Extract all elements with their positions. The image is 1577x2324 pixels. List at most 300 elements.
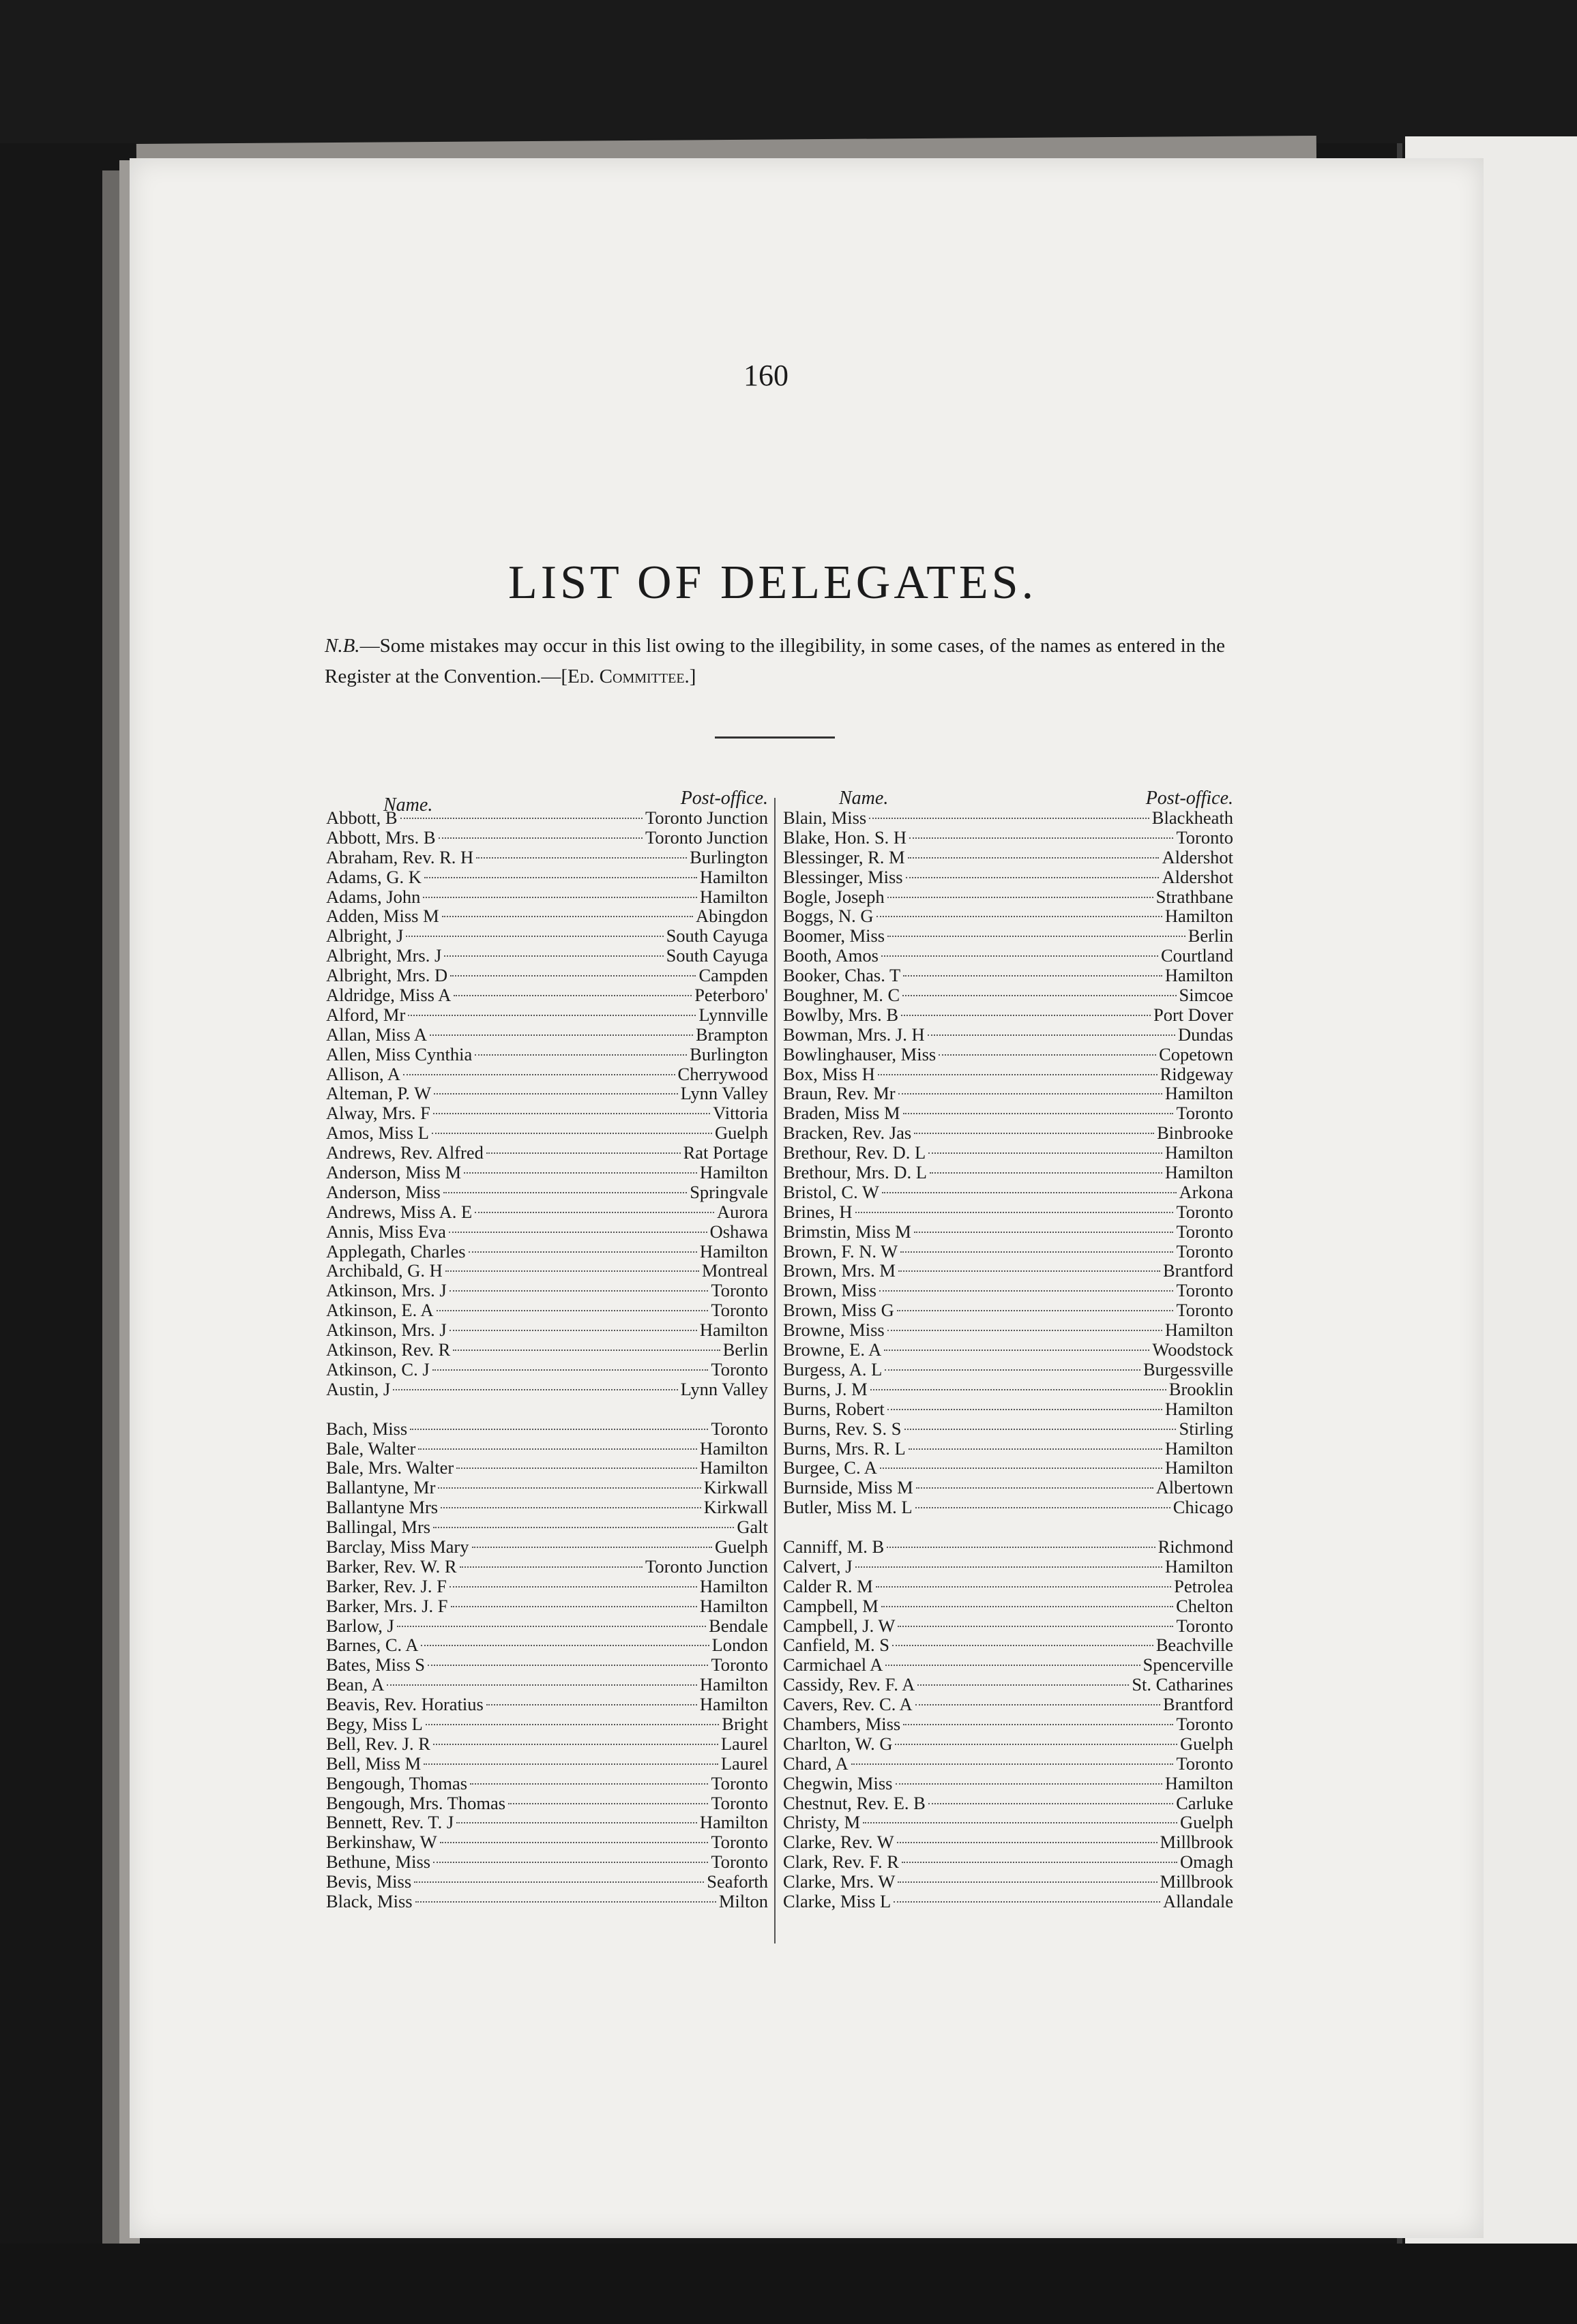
delegate-row	[783, 946, 1233, 966]
delegate-post-office: Laurel	[720, 1733, 768, 1754]
delegate-name: Bale, Mrs. Walter	[326, 1457, 454, 1478]
dot-leader	[449, 1586, 697, 1588]
delegate-row	[783, 867, 1233, 887]
section-gap	[783, 1517, 1233, 1537]
delegate-post-office: Hamilton	[699, 1240, 768, 1262]
dot-leader	[897, 1842, 1158, 1843]
delegate-name: Ballantyne, Mr	[326, 1477, 436, 1498]
dot-leader	[433, 1527, 734, 1528]
delegate-name: Blessinger, Miss	[783, 866, 903, 887]
delegate-post-office: Bendale	[709, 1615, 768, 1636]
delegate-post-office: Montreal	[701, 1260, 768, 1281]
delegate-row	[326, 1202, 768, 1222]
dot-leader	[876, 1586, 1171, 1588]
dot-leader	[887, 1547, 1155, 1548]
delegate-row	[783, 1458, 1233, 1478]
delegate-row	[783, 966, 1233, 985]
column-header	[326, 788, 768, 816]
delegate-post-office: Vittoria	[713, 1103, 768, 1124]
delegate-post-office: Toronto	[1176, 1240, 1233, 1262]
delegate-post-office: Springvale	[690, 1181, 768, 1202]
delegate-row	[326, 1754, 768, 1774]
delegate-row	[783, 985, 1233, 1005]
delegate-list-left	[326, 808, 768, 1911]
delegate-post-office: Hamilton	[699, 1437, 768, 1459]
dot-leader	[915, 1704, 1160, 1705]
dot-leader	[432, 1369, 709, 1371]
delegate-post-office: Hamilton	[699, 1575, 768, 1596]
delegate-post-office: Toronto	[1176, 1221, 1233, 1242]
dot-leader	[892, 1645, 1153, 1646]
dot-leader	[928, 1152, 1162, 1154]
delegate-name: Campbell, M	[783, 1595, 879, 1616]
delegate-row	[783, 1242, 1233, 1262]
dot-leader	[884, 1350, 1149, 1351]
delegate-row	[326, 1774, 768, 1793]
delegate-post-office: Lynn Valley	[680, 1378, 768, 1399]
delegate-row	[783, 1261, 1233, 1281]
delegate-name: Calvert, J	[783, 1555, 853, 1577]
delegate-row	[783, 1439, 1233, 1459]
delegate-name: Bengough, Thomas	[326, 1772, 468, 1793]
delegate-name: Booker, Chas. T	[783, 965, 901, 986]
delegate-row	[783, 1655, 1233, 1675]
dot-leader	[909, 837, 1173, 839]
dot-leader	[900, 1251, 1173, 1253]
delegate-name: Beavis, Rev. Horatius	[326, 1694, 484, 1715]
dot-leader	[415, 1901, 716, 1903]
delegate-post-office: Richmond	[1158, 1536, 1233, 1557]
dot-leader	[449, 1330, 697, 1331]
delegate-post-office: Hamilton	[699, 886, 768, 907]
delegate-row	[326, 848, 768, 867]
delegate-name: Burns, J. M	[783, 1378, 868, 1399]
dot-leader	[898, 1093, 1162, 1094]
dot-leader	[439, 837, 643, 839]
delegates-column-left	[326, 788, 768, 1911]
delegate-post-office: Guelph	[1179, 1733, 1233, 1754]
delegate-name: Bennett, Rev. T. J	[326, 1812, 454, 1833]
delegate-row	[326, 1616, 768, 1636]
delegate-name: Berkinshaw, W	[326, 1832, 437, 1853]
delegate-name: Bethune, Miss	[326, 1851, 431, 1873]
delegate-name: Barker, Mrs. J. F	[326, 1595, 448, 1616]
delegate-name: Carmichael A	[783, 1654, 883, 1675]
delegate-post-office: Lynn Valley	[680, 1083, 768, 1104]
delegate-row	[326, 1320, 768, 1340]
dot-leader	[442, 916, 693, 917]
delegate-row	[326, 1300, 768, 1320]
delegate-row	[326, 867, 768, 887]
header-post-office: Post-office.	[1145, 788, 1233, 809]
delegate-post-office: Toronto	[711, 1654, 768, 1675]
delegate-post-office: Petrolea	[1174, 1575, 1233, 1596]
dot-leader	[472, 1547, 712, 1548]
delegate-post-office: Aurora	[716, 1201, 768, 1222]
delegate-row	[783, 1793, 1233, 1813]
dot-leader	[450, 975, 696, 977]
delegate-name: Burns, Rev. S. S	[783, 1418, 902, 1439]
delegate-row	[326, 1872, 768, 1892]
delegate-row	[326, 1517, 768, 1537]
delegate-name: Bowman, Mrs. J. H	[783, 1024, 925, 1045]
dot-leader	[430, 1034, 693, 1036]
delegate-name: Applegath, Charles	[326, 1240, 466, 1262]
section-gap	[326, 1399, 768, 1419]
delegate-row	[326, 1695, 768, 1714]
delegate-row	[783, 1340, 1233, 1360]
page-number: 160	[743, 359, 788, 392]
delegate-row	[326, 1714, 768, 1734]
dot-leader	[880, 1468, 1162, 1469]
delegate-post-office: Hamilton	[699, 1457, 768, 1478]
dot-leader	[434, 1093, 678, 1094]
delegate-name: Atkinson, Rev. R	[326, 1339, 451, 1360]
delegate-name: Brines, H	[783, 1201, 853, 1222]
delegate-name: Braun, Rev. Mr	[783, 1083, 896, 1104]
delegate-post-office: Oshawa	[709, 1221, 768, 1242]
delegate-post-office: Hamilton	[699, 1162, 768, 1183]
delegate-row	[783, 1577, 1233, 1596]
dot-leader	[930, 1172, 1162, 1174]
delegate-name: Aldridge, Miss A	[326, 985, 452, 1006]
delegate-row	[783, 1813, 1233, 1832]
dot-leader	[879, 1290, 1174, 1292]
delegate-row	[783, 1025, 1233, 1045]
delegate-post-office: Port Dover	[1153, 1004, 1233, 1025]
section-divider	[715, 736, 835, 739]
delegate-post-office: Aldershot	[1162, 846, 1233, 867]
delegate-post-office: Toronto	[1176, 1713, 1233, 1734]
dot-leader	[904, 1429, 1177, 1430]
delegate-post-office: Brantford	[1162, 1694, 1233, 1715]
delegate-post-office: Hamilton	[1164, 1398, 1233, 1419]
delegate-post-office: Burlington	[690, 846, 768, 867]
delegate-name: Browne, E. A	[783, 1339, 882, 1360]
delegate-row	[783, 1143, 1233, 1163]
delegate-post-office: Burgessville	[1143, 1358, 1233, 1380]
delegate-row	[783, 1498, 1233, 1517]
delegate-post-office: Burlington	[690, 1043, 768, 1064]
dot-leader	[914, 1133, 1154, 1134]
delegate-name: Butler, Miss M. L	[783, 1497, 913, 1518]
delegate-row	[326, 1813, 768, 1832]
delegate-row	[326, 1596, 768, 1616]
dot-leader	[426, 1724, 719, 1725]
delegate-post-office: Berlin	[722, 1339, 768, 1360]
dot-leader	[508, 1803, 708, 1804]
delegate-post-office: Hamilton	[699, 866, 768, 887]
dot-leader	[863, 1822, 1177, 1823]
delegate-post-office: Blackheath	[1151, 807, 1233, 828]
delegate-name: Bates, Miss S	[326, 1654, 426, 1675]
delegate-name: Boughner, M. C	[783, 985, 900, 1006]
delegate-row	[326, 828, 768, 848]
delegate-name: Abraham, Rev. R. H	[326, 846, 474, 867]
delegate-post-office: Hamilton	[699, 1812, 768, 1833]
delegate-name: Austin, J	[326, 1378, 391, 1399]
delegate-name: Alway, Mrs. F	[326, 1103, 430, 1124]
delegate-name: Ballingal, Mrs	[326, 1517, 431, 1538]
delegate-post-office: Toronto	[1176, 1753, 1233, 1774]
delegate-row	[326, 1852, 768, 1872]
delegate-post-office: Toronto	[1176, 826, 1233, 848]
dot-leader	[878, 1074, 1158, 1075]
delegate-name: Albright, J	[326, 925, 404, 947]
delegate-name: Abbott, Mrs. B	[326, 826, 436, 848]
dot-leader	[903, 1724, 1173, 1725]
dot-leader	[882, 1192, 1177, 1193]
delegate-name: Andrews, Rev. Alfred	[326, 1142, 484, 1163]
delegate-post-office: Brantford	[1162, 1260, 1233, 1281]
delegate-post-office: Seaforth	[707, 1871, 768, 1892]
delegate-post-office: Stirling	[1179, 1418, 1233, 1439]
delegate-name: Abbott, B	[326, 807, 398, 828]
delegate-post-office: Kirkwall	[703, 1477, 768, 1498]
delegate-post-office: Toronto	[1176, 1201, 1233, 1222]
column-rule	[774, 798, 776, 1943]
delegate-row	[783, 1734, 1233, 1754]
delegate-name: Bevis, Miss	[326, 1871, 412, 1892]
dot-leader	[441, 1507, 701, 1508]
delegate-row	[783, 1832, 1233, 1852]
delegate-post-office: Hamilton	[1164, 1772, 1233, 1793]
delegate-row	[783, 1222, 1233, 1242]
delegate-name: Blake, Hon. S. H	[783, 826, 907, 848]
dot-leader	[464, 1172, 697, 1174]
delegate-row	[783, 1182, 1233, 1202]
delegate-name: Cassidy, Rev. F. A	[783, 1674, 915, 1695]
delegate-name: Atkinson, E. A	[326, 1300, 434, 1321]
delegate-name: Barker, Rev. W. R	[326, 1555, 457, 1577]
delegate-name: Burgess, A. L	[783, 1358, 883, 1380]
delegate-post-office: Hamilton	[1164, 965, 1233, 986]
delegate-post-office: Omagh	[1179, 1851, 1233, 1873]
delegate-name: Bracken, Rev. Jas	[783, 1122, 912, 1144]
note-nb: N.B.	[325, 635, 360, 657]
delegate-name: Atkinson, C. J	[326, 1358, 430, 1380]
delegate-post-office: Carluke	[1176, 1792, 1233, 1813]
dot-leader	[460, 1566, 643, 1568]
dot-leader	[851, 1763, 1174, 1765]
delegate-name: Chegwin, Miss	[783, 1772, 893, 1793]
delegate-name: Clarke, Mrs. W	[783, 1871, 896, 1892]
delegate-post-office: Campden	[698, 965, 768, 986]
delegate-post-office: Kirkwall	[703, 1497, 768, 1518]
dot-leader	[909, 1448, 1162, 1450]
delegate-post-office: Toronto	[711, 1772, 768, 1793]
dot-leader	[437, 1310, 709, 1311]
delegate-name: Brimstin, Miss M	[783, 1221, 911, 1242]
dot-leader	[928, 1803, 1173, 1804]
delegate-row	[326, 1005, 768, 1025]
delegate-name: Alford, Mr	[326, 1004, 406, 1025]
dot-leader	[914, 1232, 1174, 1233]
delegate-name: Boomer, Miss	[783, 925, 885, 947]
dot-leader	[885, 1369, 1140, 1371]
delegate-name: Canniff, M. B	[783, 1536, 885, 1557]
delegate-row	[783, 1123, 1233, 1143]
delegate-post-office: Arkona	[1179, 1181, 1233, 1202]
delegate-name: Brown, Miss	[783, 1280, 876, 1301]
delegate-name: Bengough, Mrs. Thomas	[326, 1792, 506, 1813]
delegate-name: Charlton, W. G	[783, 1733, 893, 1754]
delegate-post-office: Toronto	[1176, 1103, 1233, 1124]
delegate-name: Chard, A	[783, 1753, 849, 1774]
note-editor: Ed. Committee.	[568, 666, 690, 687]
delegate-row	[326, 1439, 768, 1459]
delegate-row	[326, 1281, 768, 1300]
column-header	[783, 788, 1233, 808]
delegate-post-office: St. Catharines	[1132, 1674, 1233, 1695]
delegate-post-office: Guelph	[714, 1536, 768, 1557]
delegate-post-office: Hamilton	[1164, 1142, 1233, 1163]
delegate-post-office: Rat Portage	[683, 1142, 768, 1163]
dot-leader	[444, 955, 663, 957]
delegate-post-office: Hamilton	[1164, 1083, 1233, 1104]
editorial-note	[325, 631, 1225, 692]
delegate-post-office: Peterboro'	[694, 985, 768, 1006]
delegate-name: Clark, Rev. F. R	[783, 1851, 899, 1873]
delegate-post-office: Toronto Junction	[645, 807, 768, 828]
dot-leader	[876, 916, 1162, 917]
delegate-row	[783, 1616, 1233, 1636]
dot-leader	[902, 1862, 1177, 1863]
delegate-name: Brethour, Mrs. D. L	[783, 1162, 927, 1183]
dot-leader	[400, 818, 643, 819]
delegate-row	[326, 1557, 768, 1577]
delegate-row	[326, 1793, 768, 1813]
delegate-name: Blessinger, R. M	[783, 846, 905, 867]
dot-leader	[902, 995, 1176, 996]
delegate-row	[326, 1123, 768, 1143]
dot-leader	[855, 1212, 1174, 1213]
delegate-name: Adams, John	[326, 886, 421, 907]
delegate-row	[783, 1360, 1233, 1380]
dot-leader	[469, 1251, 697, 1253]
delegate-row	[783, 1103, 1233, 1123]
dot-leader	[451, 1606, 697, 1607]
delegate-post-office: Hamilton	[1164, 1457, 1233, 1478]
delegate-row	[783, 1163, 1233, 1182]
delegate-row	[783, 1320, 1233, 1340]
delegate-post-office: Brooklin	[1168, 1378, 1233, 1399]
delegate-post-office: Courtland	[1161, 945, 1233, 966]
delegate-row	[326, 1498, 768, 1517]
delegate-name: Barker, Rev. J. F	[326, 1575, 447, 1596]
delegate-post-office: Binbrooke	[1157, 1122, 1233, 1144]
delegate-post-office: Woodstock	[1152, 1339, 1233, 1360]
dot-leader	[895, 1744, 1177, 1745]
dot-leader	[903, 975, 1162, 977]
dot-leader	[898, 1881, 1157, 1883]
dot-leader	[855, 1566, 1162, 1568]
scan-background-bottom	[0, 2244, 1577, 2324]
delegate-row	[326, 1892, 768, 1911]
delegate-post-office: Hamilton	[1164, 1437, 1233, 1459]
delegate-name: Annis, Miss Eva	[326, 1221, 446, 1242]
dot-leader	[470, 1783, 708, 1785]
delegate-post-office: Toronto	[711, 1792, 768, 1813]
delegate-row	[783, 1202, 1233, 1222]
dot-leader	[449, 1232, 707, 1233]
delegate-row	[783, 1300, 1233, 1320]
dot-leader	[475, 1212, 714, 1213]
delegate-name: Browne, Miss	[783, 1320, 885, 1341]
dot-leader	[421, 1645, 709, 1646]
delegate-row	[783, 1754, 1233, 1774]
delegate-post-office: Allandale	[1162, 1890, 1233, 1911]
delegate-name: Burgee, C. A	[783, 1457, 877, 1478]
delegate-post-office: Hamilton	[1164, 1555, 1233, 1577]
dot-leader	[916, 1487, 1153, 1489]
delegate-post-office: Simcoe	[1179, 985, 1233, 1006]
delegate-post-office: Toronto	[711, 1358, 768, 1380]
dot-leader	[894, 1901, 1160, 1903]
dot-leader	[885, 1665, 1140, 1666]
delegate-row	[783, 1537, 1233, 1557]
dot-leader	[440, 1842, 709, 1843]
dot-leader	[456, 1468, 697, 1469]
delegate-list-right	[783, 808, 1233, 1911]
delegate-post-office: Abingdon	[696, 906, 768, 927]
delegate-row	[783, 1380, 1233, 1399]
delegate-row	[783, 1675, 1233, 1695]
delegate-row	[783, 1399, 1233, 1419]
delegate-name: Bale, Walter	[326, 1437, 416, 1459]
delegate-name: Box, Miss H	[783, 1063, 875, 1084]
delegate-name: Brown, F. N. W	[783, 1240, 898, 1262]
delegate-row	[326, 1734, 768, 1754]
dot-leader	[406, 936, 663, 937]
dot-leader	[881, 955, 1158, 957]
page-title: LIST OF DELEGATES.	[508, 556, 1037, 609]
delegate-post-office: Hamilton	[1164, 1320, 1233, 1341]
delegate-post-office: Albertown	[1155, 1477, 1233, 1498]
delegate-row	[783, 1596, 1233, 1616]
delegate-post-office: Cherrywood	[677, 1063, 768, 1084]
delegate-row	[326, 1340, 768, 1360]
dot-leader	[486, 1704, 697, 1705]
delegate-row	[783, 1695, 1233, 1714]
delegate-name: Barlow, J	[326, 1615, 394, 1636]
dot-leader	[887, 897, 1153, 898]
delegate-post-office: Guelph	[714, 1122, 768, 1144]
delegate-row	[783, 1005, 1233, 1025]
delegate-post-office: Bright	[722, 1713, 768, 1734]
scan-background-top	[0, 0, 1577, 143]
delegate-post-office: Hamilton	[699, 1694, 768, 1715]
dot-leader	[449, 1290, 709, 1292]
dot-leader	[403, 1074, 675, 1075]
delegate-name: Anderson, Miss M	[326, 1162, 462, 1183]
delegate-name: Braden, Miss M	[783, 1103, 900, 1124]
delegate-post-office: Copetown	[1159, 1043, 1233, 1064]
delegate-post-office: Ridgeway	[1160, 1063, 1233, 1084]
delegate-name: Bowlinghauser, Miss	[783, 1043, 937, 1064]
dot-leader	[939, 1054, 1156, 1056]
delegate-post-office: Toronto Junction	[645, 826, 768, 848]
delegate-name: Archibald, G. H	[326, 1260, 443, 1281]
dot-leader	[898, 1270, 1160, 1272]
delegate-row	[326, 1242, 768, 1262]
delegate-row	[783, 906, 1233, 926]
delegate-post-office: Millbrook	[1160, 1832, 1233, 1853]
dot-leader	[443, 1192, 687, 1193]
delegate-post-office: Hamilton	[1164, 906, 1233, 927]
delegate-row	[326, 926, 768, 946]
delegate-row	[783, 1419, 1233, 1439]
